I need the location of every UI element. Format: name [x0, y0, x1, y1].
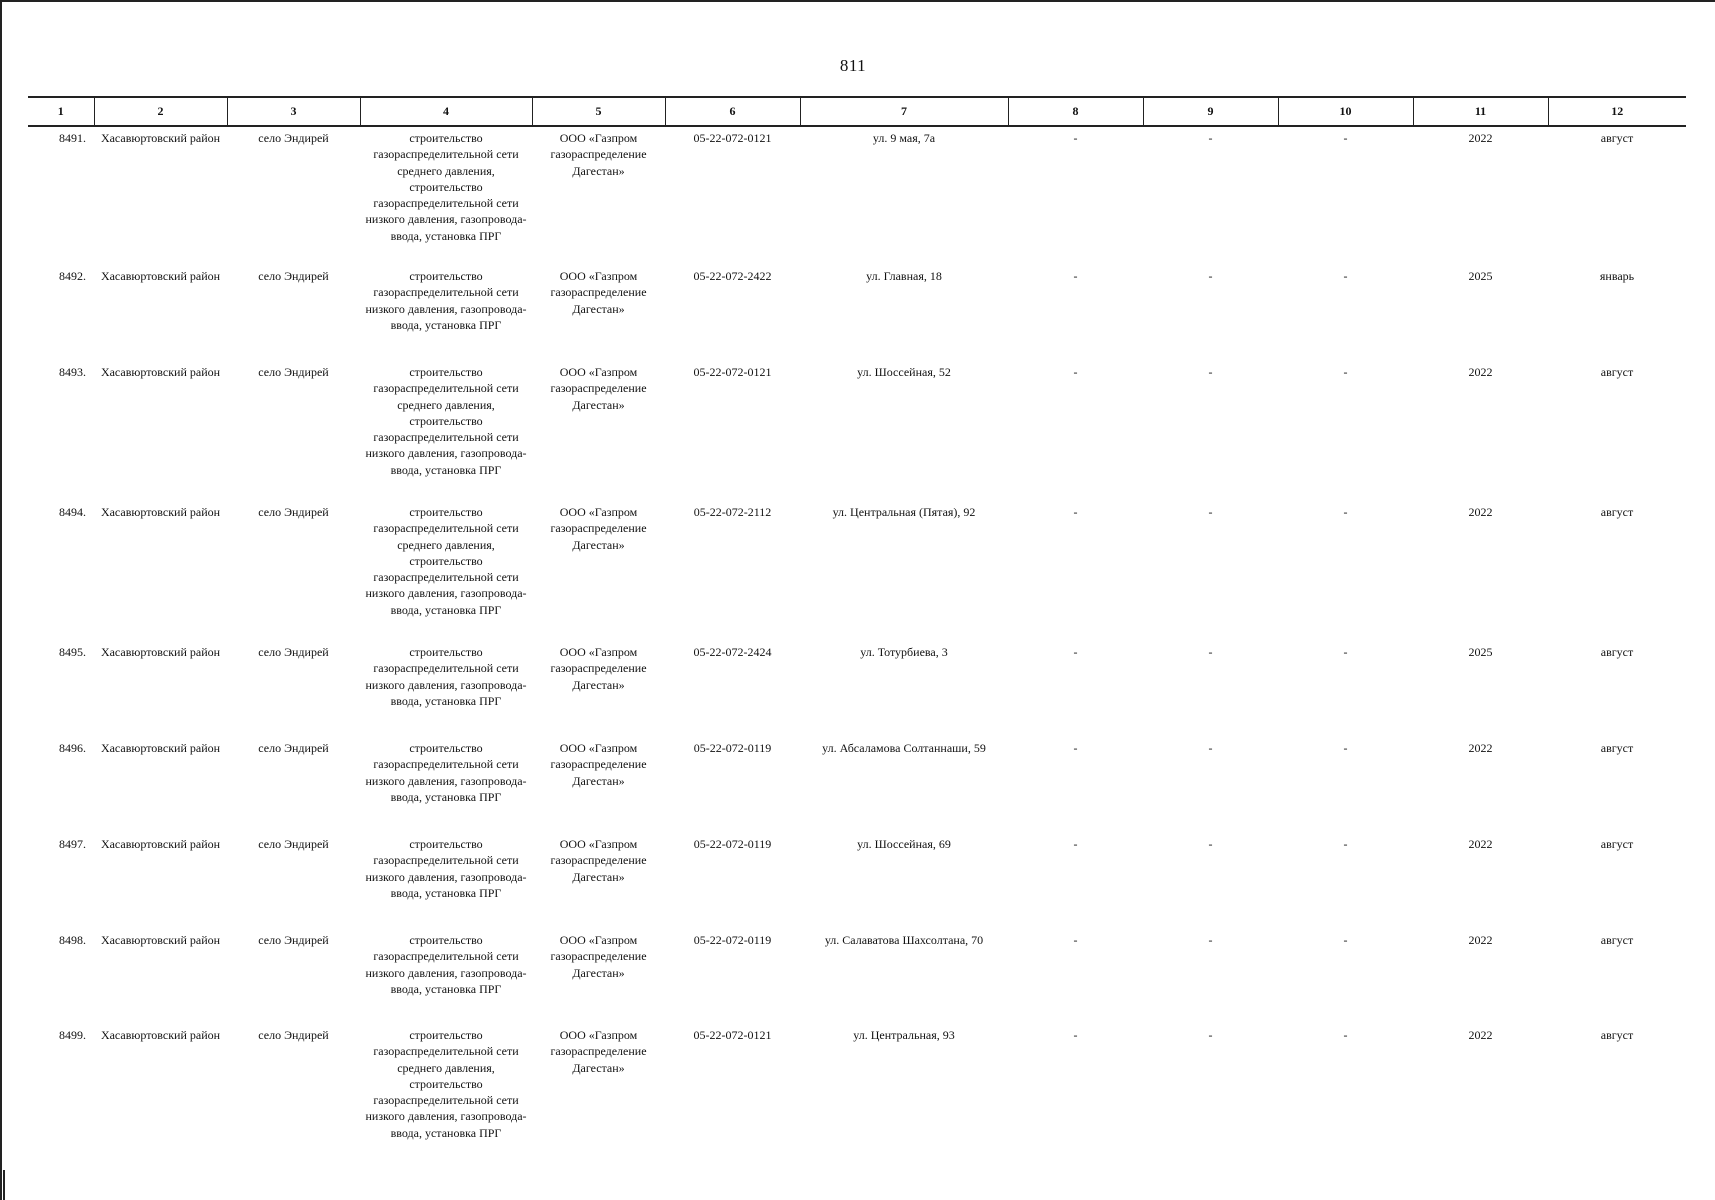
row-number: 8498. — [59, 933, 86, 947]
work-description-cell: строительство газораспределительной сети низкого давления, газопровода-ввода, установка ПРГ — [365, 933, 527, 996]
work-description-cell: строительство газораспределительной сети низкого давления, газопровода-ввода, установка ПРГ — [365, 741, 527, 804]
address-cell: ул. Центральная (Пятая), 92 — [832, 505, 976, 519]
row-number: 8495. — [59, 645, 86, 659]
year-cell: 2022 — [1468, 837, 1493, 851]
row-number: 8496. — [59, 741, 86, 755]
column-9-cell: - — [1208, 741, 1213, 755]
month-cell: январь — [1599, 269, 1635, 283]
work-description-cell: строительство газораспределительной сети среднего давления, строительство газораспределительной сети низкого давления, газопровода-ввода, установка ПРГ — [365, 505, 527, 617]
address-cell: ул. Шоссейная, 52 — [857, 365, 951, 379]
address-cell: ул. Абсаламова Солтаннаши, 59 — [822, 741, 986, 755]
column-10-cell: - — [1343, 933, 1348, 947]
month-cell: август — [1600, 1028, 1634, 1042]
organization-cell: ООО «Газпром газораспределение Дагестан» — [550, 505, 647, 552]
village-cell: село Эндирей — [258, 837, 329, 851]
column-9-cell: - — [1208, 505, 1213, 519]
code-cell: 05-22-072-0121 — [693, 131, 772, 145]
month-cell: август — [1600, 645, 1634, 659]
scan-border-left — [0, 0, 2, 1200]
address-cell: ул. Шоссейная, 69 — [857, 837, 951, 851]
column-8-cell: - — [1073, 131, 1078, 145]
code-cell: 05-22-072-0119 — [693, 933, 772, 947]
village-cell: село Эндирей — [258, 741, 329, 755]
address-cell: ул. 9 мая, 7а — [872, 131, 936, 145]
page-number: 811 — [839, 56, 867, 75]
register-table — [28, 96, 1686, 1164]
district-cell: Хасавюртовский район — [100, 269, 221, 283]
organization-cell: ООО «Газпром газораспределение Дагестан» — [550, 269, 647, 316]
table-row — [28, 641, 1686, 737]
column-header: 7 — [800, 97, 1008, 126]
row-number: 8494. — [59, 505, 86, 519]
work-description-cell: строительство газораспределительной сети среднего давления, строительство газораспределительной сети низкого давления, газопровода-ввода, установка ПРГ — [365, 131, 527, 243]
work-description-cell: строительство газораспределительной сети среднего давления, строительство газораспределительной сети низкого давления, газопровода-ввода, установка ПРГ — [365, 1028, 527, 1140]
organization-cell: ООО «Газпром газораспределение Дагестан» — [550, 645, 647, 692]
month-cell: август — [1600, 933, 1634, 947]
column-header: 1 — [28, 97, 94, 126]
district-cell: Хасавюртовский район — [100, 131, 221, 145]
work-description-cell: строительство газораспределительной сети низкого давления, газопровода-ввода, установка ПРГ — [365, 837, 527, 900]
column-header: 3 — [227, 97, 360, 126]
table-row — [28, 737, 1686, 833]
year-cell: 2025 — [1468, 645, 1493, 659]
column-8-cell: - — [1073, 1028, 1078, 1042]
district-cell: Хасавюртовский район — [100, 365, 221, 379]
village-cell: село Эндирей — [258, 933, 329, 947]
column-10-cell: - — [1343, 131, 1348, 145]
column-10-cell: - — [1343, 741, 1348, 755]
row-number: 8492. — [59, 269, 86, 283]
district-cell: Хасавюртовский район — [100, 741, 221, 755]
column-header: 6 — [665, 97, 800, 126]
column-header: 4 — [360, 97, 532, 126]
table-row — [28, 501, 1686, 641]
village-cell: село Эндирей — [258, 131, 329, 145]
column-header: 10 — [1278, 97, 1413, 126]
code-cell: 05-22-072-0121 — [693, 365, 772, 379]
column-header: 11 — [1413, 97, 1548, 126]
address-cell: ул. Главная, 18 — [866, 269, 942, 283]
code-cell: 05-22-072-2422 — [693, 269, 772, 283]
year-cell: 2022 — [1468, 131, 1493, 145]
column-8-cell: - — [1073, 505, 1078, 519]
district-cell: Хасавюртовский район — [100, 645, 221, 659]
column-number-row — [28, 97, 1686, 126]
row-number: 8493. — [59, 365, 86, 379]
code-cell: 05-22-072-2112 — [693, 505, 772, 519]
table-row — [28, 1024, 1686, 1164]
district-cell: Хасавюртовский район — [100, 505, 221, 519]
row-number: 8491. — [59, 131, 86, 145]
organization-cell: ООО «Газпром газораспределение Дагестан» — [550, 933, 647, 980]
organization-cell: ООО «Газпром газораспределение Дагестан» — [550, 131, 647, 178]
village-cell: село Эндирей — [258, 505, 329, 519]
column-9-cell: - — [1208, 131, 1213, 145]
code-cell: 05-22-072-2424 — [693, 645, 772, 659]
organization-cell: ООО «Газпром газораспределение Дагестан» — [550, 741, 647, 788]
organization-cell: ООО «Газпром газораспределение Дагестан» — [550, 837, 647, 884]
column-9-cell: - — [1208, 837, 1213, 851]
column-9-cell: - — [1208, 365, 1213, 379]
code-cell: 05-22-072-0119 — [693, 837, 772, 851]
month-cell: август — [1600, 505, 1634, 519]
scan-border-top — [0, 0, 1715, 2]
district-cell: Хасавюртовский район — [100, 837, 221, 851]
row-number: 8497. — [59, 837, 86, 851]
column-8-cell: - — [1073, 837, 1078, 851]
month-cell: август — [1600, 131, 1634, 145]
address-cell: ул. Салаватова Шахсолтана, 70 — [824, 933, 984, 947]
village-cell: село Эндирей — [258, 1028, 329, 1042]
organization-cell: ООО «Газпром газораспределение Дагестан» — [550, 365, 647, 412]
year-cell: 2022 — [1468, 505, 1493, 519]
table-row — [28, 833, 1686, 929]
column-10-cell: - — [1343, 269, 1348, 283]
column-header: 12 — [1548, 97, 1686, 126]
village-cell: село Эндирей — [258, 269, 329, 283]
column-9-cell: - — [1208, 1028, 1213, 1042]
column-8-cell: - — [1073, 269, 1078, 283]
district-cell: Хасавюртовский район — [100, 1028, 221, 1042]
column-10-cell: - — [1343, 1028, 1348, 1042]
month-cell: август — [1600, 365, 1634, 379]
code-cell: 05-22-072-0121 — [693, 1028, 772, 1042]
row-number: 8499. — [59, 1028, 86, 1042]
district-cell: Хасавюртовский район — [100, 933, 221, 947]
column-9-cell: - — [1208, 645, 1213, 659]
column-8-cell: - — [1073, 365, 1078, 379]
column-10-cell: - — [1343, 645, 1348, 659]
column-header: 2 — [94, 97, 227, 126]
village-cell: село Эндирей — [258, 645, 329, 659]
scan-border-left-mark — [3, 1170, 5, 1200]
code-cell: 05-22-072-0119 — [693, 741, 772, 755]
year-cell: 2022 — [1468, 933, 1493, 947]
table-row — [28, 265, 1686, 361]
work-description-cell: строительство газораспределительной сети низкого давления, газопровода-ввода, установка ПРГ — [365, 645, 527, 708]
address-cell: ул. Тотурбиева, 3 — [860, 645, 948, 659]
column-8-cell: - — [1073, 933, 1078, 947]
column-10-cell: - — [1343, 505, 1348, 519]
column-header: 9 — [1143, 97, 1278, 126]
table-row — [28, 126, 1686, 265]
address-cell: ул. Центральная, 93 — [853, 1028, 955, 1042]
year-cell: 2022 — [1468, 1028, 1493, 1042]
column-10-cell: - — [1343, 837, 1348, 851]
table-row — [28, 929, 1686, 1024]
work-description-cell: строительство газораспределительной сети низкого давления, газопровода-ввода, установка ПРГ — [365, 269, 527, 332]
village-cell: село Эндирей — [258, 365, 329, 379]
year-cell: 2025 — [1468, 269, 1493, 283]
column-9-cell: - — [1208, 933, 1213, 947]
month-cell: август — [1600, 741, 1634, 755]
column-header: 5 — [532, 97, 665, 126]
work-description-cell: строительство газораспределительной сети среднего давления, строительство газораспределительной сети низкого давления, газопровода-ввода, установка ПРГ — [365, 365, 527, 477]
column-9-cell: - — [1208, 269, 1213, 283]
column-10-cell: - — [1343, 365, 1348, 379]
column-8-cell: - — [1073, 645, 1078, 659]
month-cell: август — [1600, 837, 1634, 851]
table-row — [28, 361, 1686, 501]
organization-cell: ООО «Газпром газораспределение Дагестан» — [550, 1028, 647, 1075]
year-cell: 2022 — [1468, 365, 1493, 379]
column-8-cell: - — [1073, 741, 1078, 755]
year-cell: 2022 — [1468, 741, 1493, 755]
column-header: 8 — [1008, 97, 1143, 126]
